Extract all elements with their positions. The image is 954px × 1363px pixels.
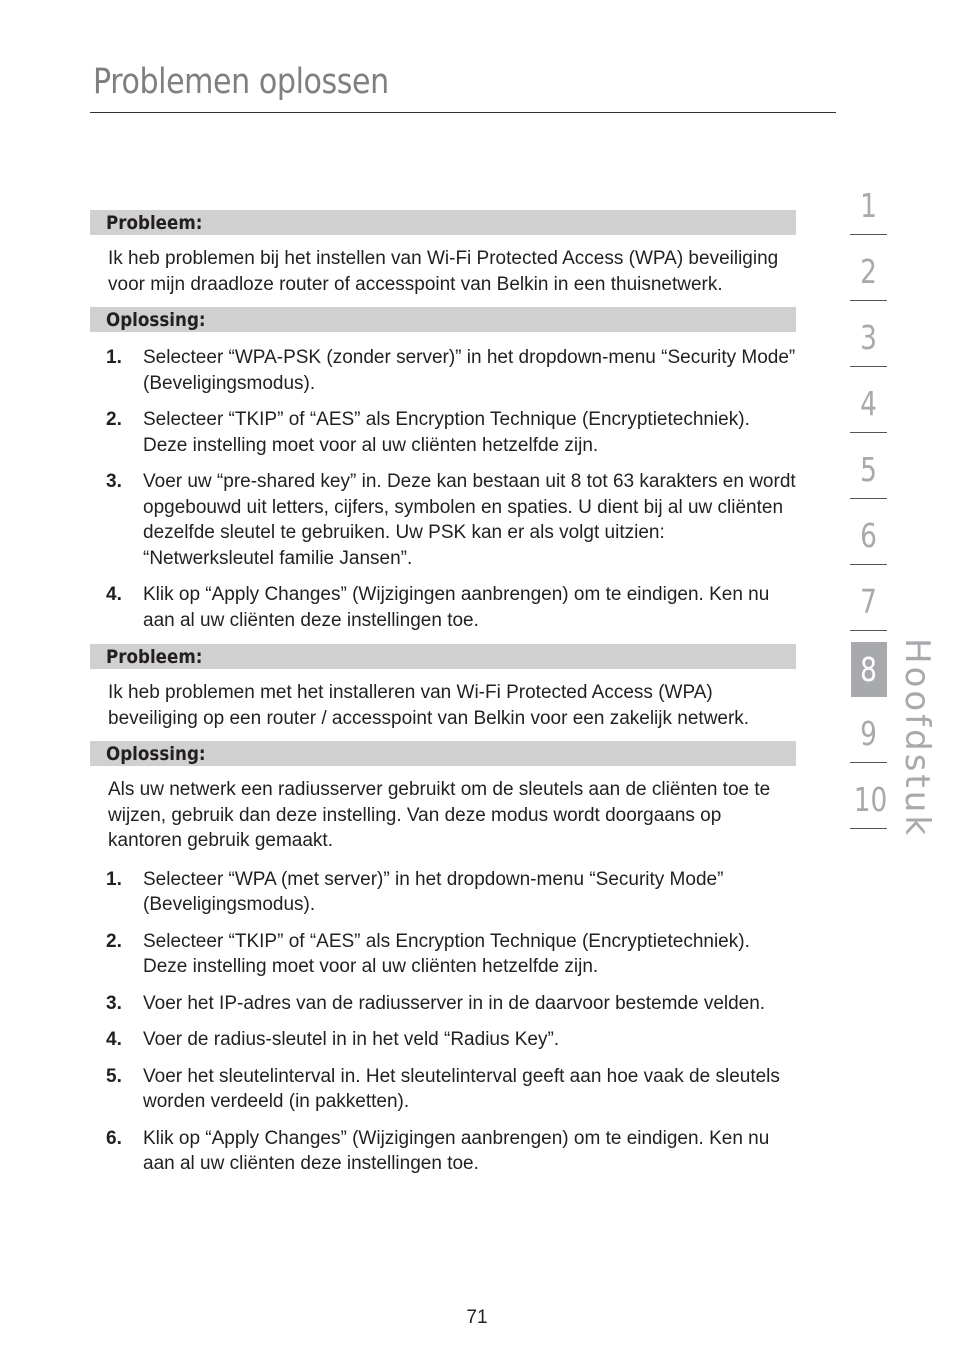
step-number: 5. [106,1065,122,1087]
chapter-rule [850,432,887,433]
step-text: Klik op “Apply Changes” (Wijzigingen aanbrengen) om te eindigen. Ken nu aan al uw cliënten deze instellingen toe. [143,1127,770,1174]
list-item [90,929,796,980]
step-number: 1. [106,868,122,890]
chapter-nav-item-6[interactable] [850,510,887,576]
step-list [90,345,796,633]
chapter-number: 1 [860,186,877,225]
chapter-label: Hoofdstuk [897,638,937,839]
list-item [90,1064,796,1115]
chapter-rule [850,300,887,301]
chapter-nav-item-9[interactable] [850,708,887,774]
chapter-number: 5 [860,450,877,489]
section-paragraph: Ik heb problemen met het installeren van Wi-Fi Protected Access (WPA) beveiliging op een router / accesspoint van Belkin voor een zakelijk netwerk. [108,682,750,729]
chapter-number: 8 [860,650,877,689]
chapter-rule [850,630,887,631]
list-item [90,345,796,396]
chapter-nav-item-2[interactable] [850,246,887,312]
list-item [90,582,796,633]
step-number: 6. [106,1127,122,1149]
step-number: 3. [106,992,122,1014]
step-text: Selecteer “WPA (met server)” in het dropdown-menu “Security Mode” (Beveligingsmodus). [143,868,724,915]
step-number: 3. [106,471,122,492]
chapter-nav-item-4[interactable] [850,378,887,444]
chapter-rule [850,498,887,499]
step-number: 2. [106,930,122,952]
chapter-rule [850,366,887,367]
chapter-number: 3 [860,318,877,357]
chapter-rule [850,828,887,829]
chapter-rule [850,564,887,565]
step-text: Voer de radius-sleutel in in het veld “Radius Key”. [143,1029,560,1050]
chapter-number: 10 [853,780,888,819]
step-number: 4. [106,1029,122,1050]
chapter-number: 4 [860,384,877,423]
step-number: 4. [106,584,122,605]
step-text: Voer het sleutelinterval in. Het sleutelinterval geeft aan hoe vaak de sleutels worden verdeeld (in pakketten). [143,1065,780,1112]
step-number: 1. [106,347,122,368]
content [90,210,796,1188]
section-label [90,741,796,766]
step-text: Voer het IP-adres van de radiusserver in in de daarvoor bestemde velden. [143,992,766,1014]
step-text: Selecteer “TKIP” of “AES” als Encryption Technique (Encryptietechniek). Deze instelling moet voor al uw cliënten hetzelfde zijn. [143,409,750,456]
chapter-number: 2 [860,252,877,291]
list-item [90,991,796,1017]
step-text: Voer uw “pre-shared key” in. Deze kan bestaan uit 8 tot 63 karakters en wordt opgebouwd uit letters, cijfers, symbolen en spaties. U dient bij al uw cliënten dezelfde sleutel te gebruiken. Uw PSK kan er als volgt uitzien: “Netwerksleutel familie Jansen”. [143,471,796,569]
list-item [90,1126,796,1177]
chapter-nav-item-1[interactable] [850,180,887,246]
chapter-number: 7 [860,582,877,621]
list-item [90,1027,796,1053]
step-text: Selecteer “TKIP” of “AES” als Encryption Technique (Encryptietechniek). Deze instelling moet voor al uw cliënten hetzelfde zijn. [143,930,750,977]
step-text: Selecteer “WPA-PSK (zonder server)” in het dropdown-menu “Security Mode” (Beveligingsmodus). [143,347,796,394]
chapter-rule [850,762,887,763]
chapter-nav-item-10[interactable] [850,774,887,840]
chapter-nav [850,180,887,840]
step-list [90,867,796,1177]
chapter-nav-item-3[interactable] [850,312,887,378]
section-label-text: Oplossing: [106,309,206,331]
list-item [90,469,796,571]
chapter-nav-item-8[interactable] [850,642,887,708]
chapter-rule [850,234,887,235]
chapter-nav-item-7[interactable] [850,576,887,642]
section-label [90,307,796,332]
step-number: 2. [106,409,122,430]
section-label-text: Probleem: [106,212,203,234]
page-number: 71 [466,1307,488,1328]
section-paragraph: Als uw netwerk een radiusserver gebruikt om de sleutels aan de cliënten toe te wijzen, gebruik dan deze instelling. Van deze modus wordt doorgaans op kantoren gebruik gemaakt. [108,779,771,851]
list-item [90,867,796,918]
title-rule [90,112,836,113]
section-paragraph: Ik heb problemen bij het instellen van Wi-Fi Protected Access (WPA) beveiliging voor mijn draadloze router of accesspoint van Belkin in een thuisnetwerk. [108,248,779,295]
list-item [90,407,796,458]
section-label-text: Probleem: [106,646,203,668]
chapter-number: 6 [860,516,877,555]
chapter-number: 9 [860,714,877,753]
section-label [90,210,796,235]
chapter-nav-item-5[interactable] [850,444,887,510]
section-label [90,644,796,669]
step-text: Klik op “Apply Changes” (Wijzigingen aanbrengen) om te eindigen. Ken nu aan al uw cliënten deze instellingen toe. [143,584,770,631]
page-title: Problemen oplossen [93,62,389,102]
section-label-text: Oplossing: [106,743,206,765]
